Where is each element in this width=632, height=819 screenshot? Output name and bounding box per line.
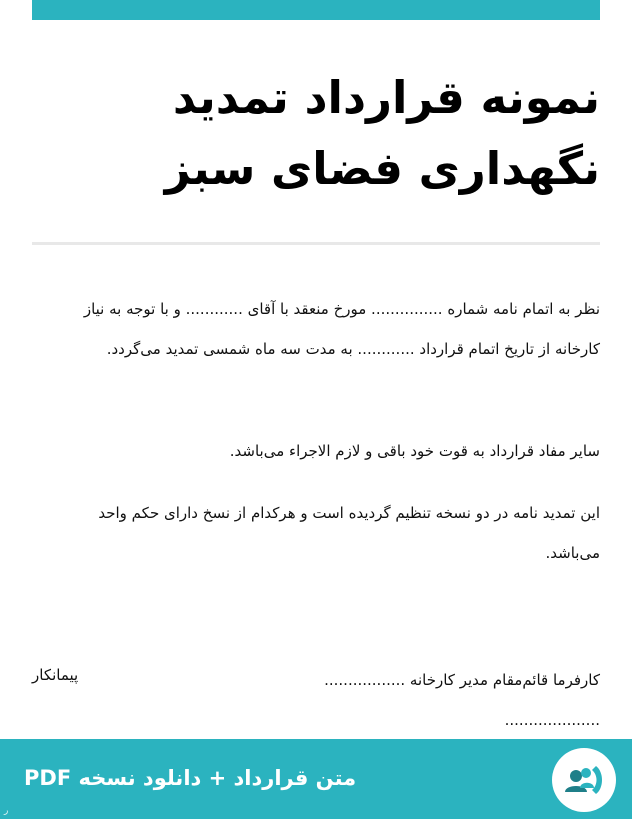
corner-mark: ر [4, 806, 9, 816]
top-accent-bar [32, 0, 600, 20]
title-line-1: نمونه قرارداد تمدید [172, 71, 600, 124]
site-logo[interactable] [552, 748, 616, 812]
users-icon [552, 748, 616, 812]
employer-signature: کارفرما قائم‌مقام مدیر کارخانه ................. .................... [324, 671, 600, 729]
title-line-2: نگهداری فضای سبز [164, 142, 600, 195]
download-pdf-link[interactable]: متن قرارداد + دانلود نسخه PDF [24, 766, 357, 790]
body-paragraph-3: این تمدید نامه در دو نسخه تنظیم گردیده است و هرکدام از نسخ دارای حکم واحد می‌باشد. [98, 504, 600, 562]
contractor-signature: پیمانکار [32, 666, 79, 684]
body-paragraph-1: نظر به اتمام نامه شماره ............... مورخ منعقد با آقای ............ و با توجه به نیاز کارخانه از تاریخ اتمام قرارداد ............ به مدت سه ماه شمسی تمدید می‌گردد. [83, 300, 600, 358]
body-paragraph-2: سایر مفاد قرارداد به قوت خود باقی و لازم الاجراء می‌باشد. [229, 442, 600, 460]
page-title [32, 62, 600, 204]
title-divider [32, 242, 600, 245]
